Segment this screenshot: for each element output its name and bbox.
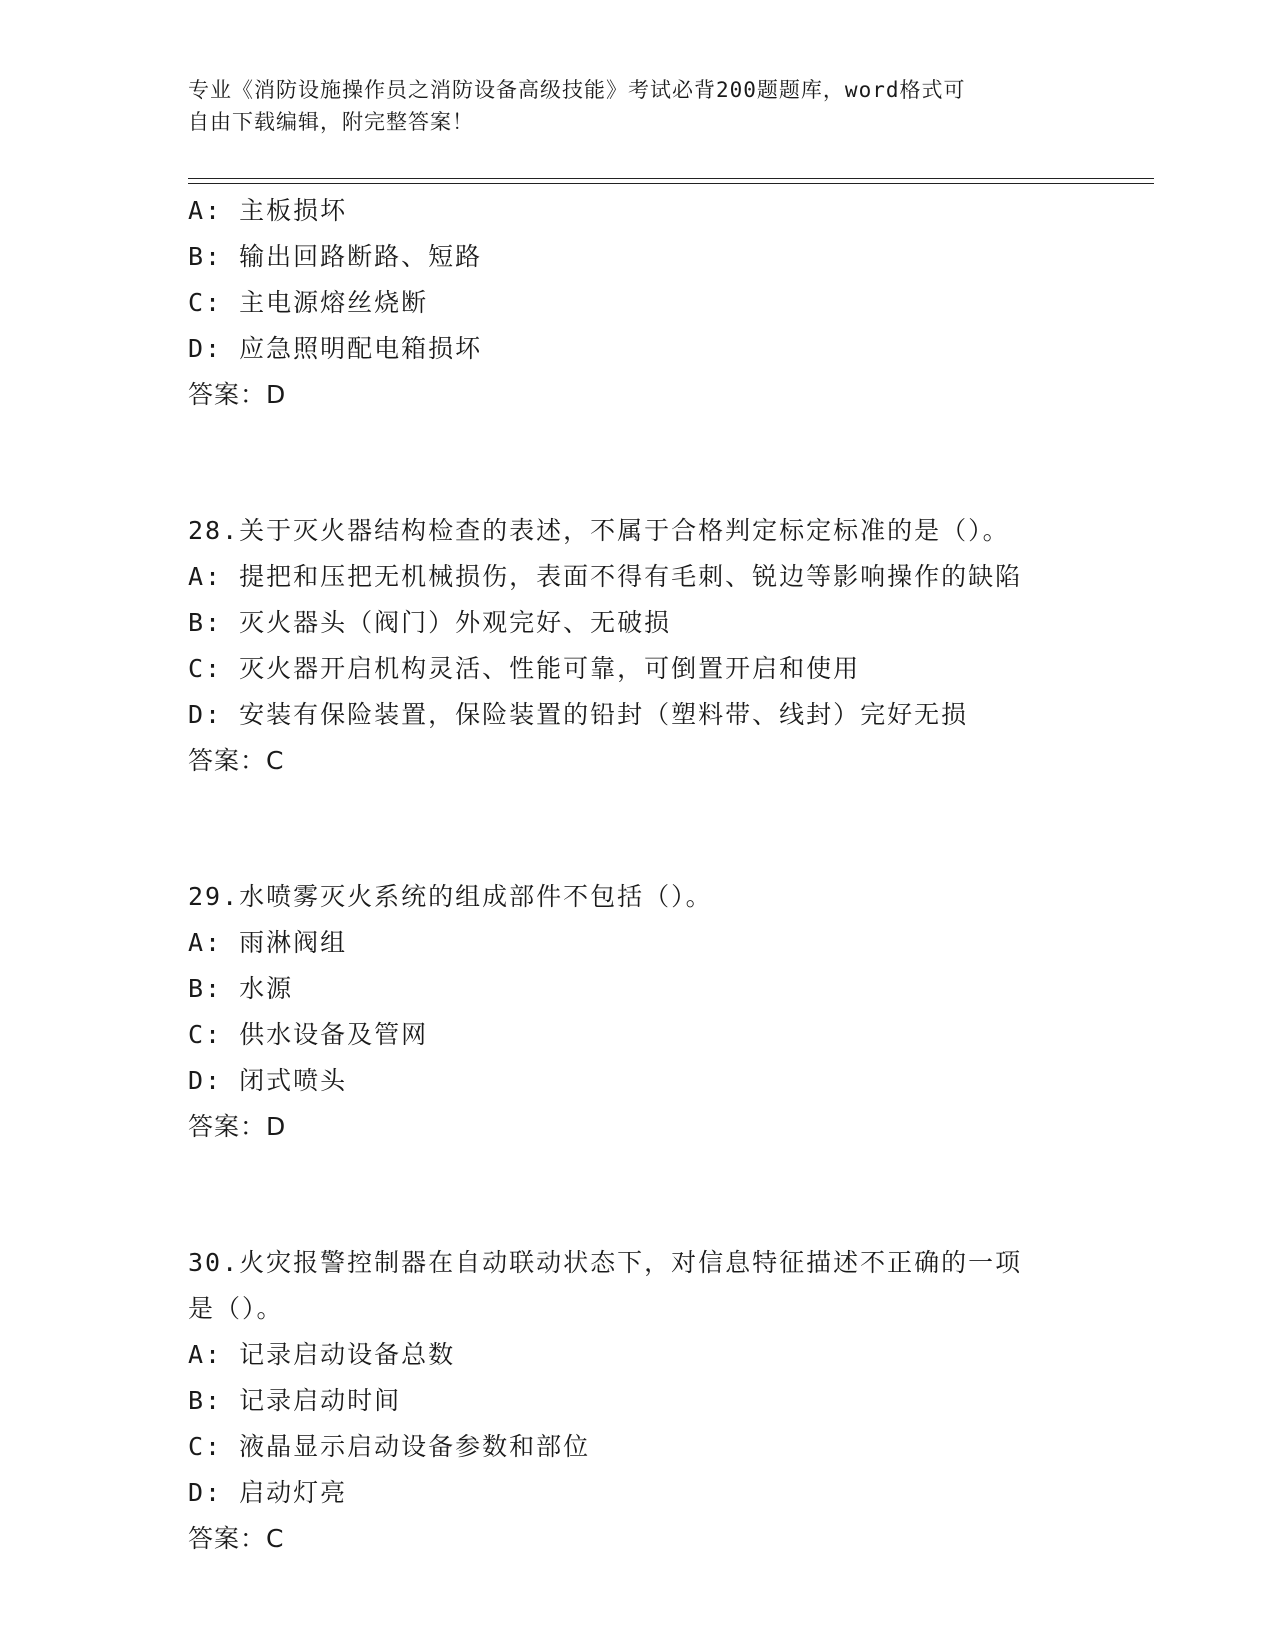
question-30 xyxy=(188,1240,1128,1562)
option-b: B: 水源 xyxy=(188,974,294,1003)
answer-line: 答案：D xyxy=(188,380,287,409)
option-c: C: 灭火器开启机构灵活、性能可靠，可倒置开启和使用 xyxy=(188,654,861,683)
answer-line: 答案：D xyxy=(188,1112,287,1141)
question-list xyxy=(188,188,1128,1562)
option-d: D: 启动灯亮 xyxy=(188,1478,348,1507)
option-b: B: 灭火器头（阀门）外观完好、无破损 xyxy=(188,608,672,637)
answer-line: 答案：C xyxy=(188,746,285,775)
question-28 xyxy=(188,508,1128,784)
option-a: A: 雨淋阀组 xyxy=(188,928,348,957)
option-a: A: 提把和压把无机械损伤，表面不得有毛刺、锐边等影响操作的缺陷 xyxy=(188,562,1023,591)
document-header xyxy=(188,74,1088,138)
option-b: B: 输出回路断路、短路 xyxy=(188,242,483,271)
header-line-2: 自由下载编辑，附完整答案！ xyxy=(188,110,474,134)
option-d: D: 闭式喷头 xyxy=(188,1066,348,1095)
option-d: D: 安装有保险装置，保险装置的铅封（塑料带、线封）完好无损 xyxy=(188,700,969,729)
option-b: B: 记录启动时间 xyxy=(188,1386,402,1415)
question-29 xyxy=(188,874,1128,1150)
answer-line: 答案：C xyxy=(188,1524,285,1553)
prev-question-block xyxy=(188,188,1128,418)
option-c: C: 供水设备及管网 xyxy=(188,1020,429,1049)
question-title: 30.火灾报警控制器在自动联动状态下，对信息特征描述不正确的一项 xyxy=(188,1248,1023,1277)
question-title: 28.关于灭火器结构检查的表述，不属于合格判定标定标准的是（）。 xyxy=(188,516,1010,545)
header-line-1: 专业《消防设施操作员之消防设备高级技能》考试必背200题题库，word格式可 xyxy=(188,78,966,102)
option-d: D: 应急照明配电箱损坏 xyxy=(188,334,483,363)
header-rule-top xyxy=(188,178,1154,179)
question-title: 29.水喷雾灭火系统的组成部件不包括（）。 xyxy=(188,882,713,911)
option-a: A: 记录启动设备总数 xyxy=(188,1340,456,1369)
option-c: C: 液晶显示启动设备参数和部位 xyxy=(188,1432,591,1461)
header-rule-bottom xyxy=(188,183,1154,184)
option-c: C: 主电源熔丝烧断 xyxy=(188,288,429,317)
question-title-continued: 是（）。 xyxy=(188,1294,284,1323)
option-a: A: 主板损坏 xyxy=(188,196,348,225)
